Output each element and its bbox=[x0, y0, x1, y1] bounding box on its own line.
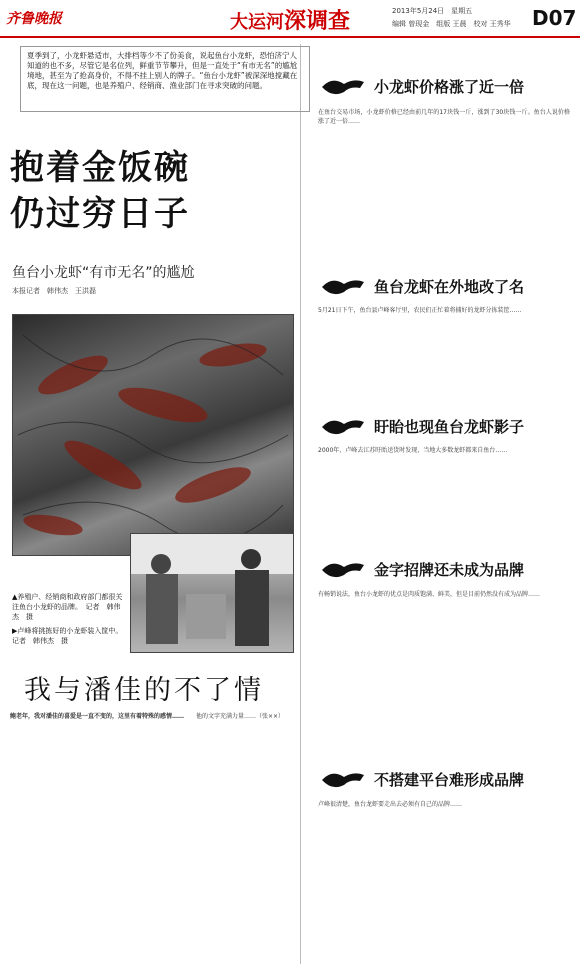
crayfish-photo bbox=[12, 314, 294, 556]
essay-right-column: 他的文字充满力量……（张××） bbox=[196, 713, 285, 720]
section-heading-3 bbox=[320, 412, 570, 442]
section-title-4: 金字招牌还未成为品牌 bbox=[374, 561, 525, 579]
main-title-line-1: 抱着金饭碗 bbox=[10, 148, 190, 188]
staff-line: 编辑 曾现金 组版 王晨 校对 王秀华 bbox=[392, 20, 511, 28]
section-heading-5 bbox=[320, 765, 570, 795]
crayfish-icon bbox=[320, 414, 366, 440]
logo-part-b: 深调查 bbox=[284, 8, 351, 34]
section-heading-2 bbox=[320, 272, 570, 302]
logo-part-a: 大运河 bbox=[230, 12, 284, 33]
main-title-line-2: 仍过穷日子 bbox=[10, 194, 190, 234]
section-title-2: 鱼台龙虾在外地改了名 bbox=[374, 278, 525, 296]
people-photo bbox=[130, 533, 294, 653]
crayfish-icon bbox=[320, 557, 366, 583]
section-body-4: 有畅销说法，鱼台小龙虾的优点是肉质饱满、鲜美，但是目前仍然没有成为品牌…… bbox=[318, 591, 541, 598]
section-title-1: 小龙虾价格涨了近一倍 bbox=[374, 78, 525, 96]
section-logo bbox=[230, 4, 350, 35]
intro-box: 夏季到了，小龙虾悬适市，大排档等少不了份美食，说起鱼台小龙虾，恐怕济宁人知道的也不多，尽管它是名位列，鲜重节节攀升，但是一直处于“有市无名”的尴尬境地，甚至为了抢高身价，不得不挂上别人的牌子。“鱼台小龙虾”被深深地搅藏在底，现在这一问题，也是养殖户、经销商、渔业部门在寻求突破的问题。 bbox=[20, 46, 310, 112]
crayfish-illustration bbox=[13, 315, 293, 555]
people-illustration bbox=[131, 534, 293, 652]
crayfish-icon bbox=[320, 274, 366, 300]
caption-2: ▶卢峰将挑拣好的小龙虾装入筐中。 记者 韩伟杰 摄 bbox=[12, 627, 126, 645]
section-body-1: 在鱼台交易市场，小龙虾价格已经由前几年的17块钱一斤，涨到了30块钱一斤。鱼台人说价格涨了近一倍…… bbox=[318, 109, 570, 125]
crayfish-icon bbox=[320, 767, 366, 793]
subtitle: 鱼台小龙虾“有市无名”的尴尬 bbox=[12, 265, 195, 281]
section-heading-1 bbox=[320, 72, 570, 102]
column-divider bbox=[300, 44, 301, 964]
essay-title: 我与潘佳的不了情 bbox=[24, 675, 264, 706]
section-heading-4 bbox=[320, 555, 570, 585]
section-body-5: 卢峰很清楚，鱼台龙虾要走出去必须有自己的品牌…… bbox=[318, 801, 463, 808]
section-body-2: 5月21日下午，鱼台县卢峰客厅里，农民们正忙着将捕好的龙虾分拣装筐…… bbox=[318, 307, 522, 314]
byline: 本报记者 韩伟杰 王洪磊 bbox=[12, 287, 96, 295]
paper-name: 齐鲁晚报 bbox=[6, 11, 62, 27]
page-header bbox=[0, 0, 580, 38]
essay-body: 鲍老年，我对潘佳的喜爱是一直不变的，这里有着特殊的感情…… bbox=[10, 713, 185, 720]
crayfish-icon bbox=[320, 74, 366, 100]
date-line: 2013年5月24日 星期五 bbox=[392, 7, 473, 15]
section-body-3: 2000年，卢峰去江苏盱眙送货时发现，当地大多数龙虾都来自鱼台…… bbox=[318, 447, 508, 454]
section-title-5: 不搭建平台难形成品牌 bbox=[374, 771, 525, 789]
caption-1: ▲养殖户、经销商和政府部门都很关注鱼台小龙虾的品牌。 记者 韩伟杰 摄 bbox=[12, 593, 123, 621]
section-title-3: 盱眙也现鱼台龙虾影子 bbox=[374, 418, 525, 436]
page-number: D07 bbox=[532, 6, 577, 30]
